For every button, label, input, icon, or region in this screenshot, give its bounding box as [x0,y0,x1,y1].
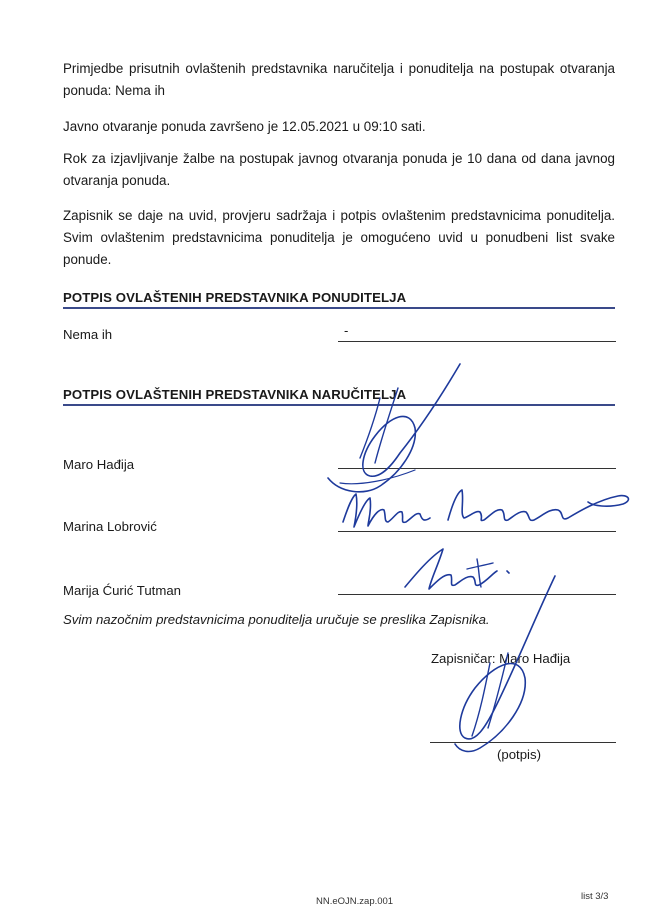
contracting-signature-heading: POTPIS OVLAŠTENIH PREDSTAVNIKA NARUČITELJA [63,387,615,406]
deadline-paragraph: Rok za izjavljivanje žalbe na postupak javnog otvaranja ponuda je 10 dana od dana javnog otvaranja ponuda. [63,151,615,188]
bidders-signature-heading: POTPIS OVLAŠTENIH PREDSTAVNIKA PONUDITELJA [63,290,615,309]
signer-name: Marina Lobrović [63,519,157,534]
signer-name: Maro Hađija [63,457,135,472]
completion-paragraph: Javno otvaranje ponuda završeno je 12.05.2021 u 09:10 sati. [63,119,426,134]
signature-marina-lobrovic [338,482,638,542]
bidder-entry-value: - [344,323,349,338]
signature-caption: (potpis) [497,747,541,762]
remarks-paragraph: Primjedbe prisutnih ovlaštenih predstavnika naručitelja i ponuditelja na postupak otvaranja ponuda: Nema ih [63,61,615,98]
signature-recorder [440,568,580,768]
signer-name: Marija Ćurić Tutman [63,583,181,598]
review-paragraph: Zapisnik se daje na uvid, provjeru sadržaja i potpis ovlaštenim predstavnicima ponuditelja. Svim ovlaštenim predstavnicima ponuditelja je omogućeno uvid u ponudbeni list svake ponude. [63,208,615,267]
recorder-label: Zapisničar: Maro Hađija [431,651,571,666]
bidder-entry-name: Nema ih [63,327,113,342]
page-number: list 3/3 [581,891,609,902]
copy-note: Svim nazočnim predstavnicima ponuditelja uručuje se preslika Zapisnika. [63,612,490,627]
bidder-signature-line [338,341,616,342]
form-code: NN.eOJN.zap.001 [316,896,394,907]
